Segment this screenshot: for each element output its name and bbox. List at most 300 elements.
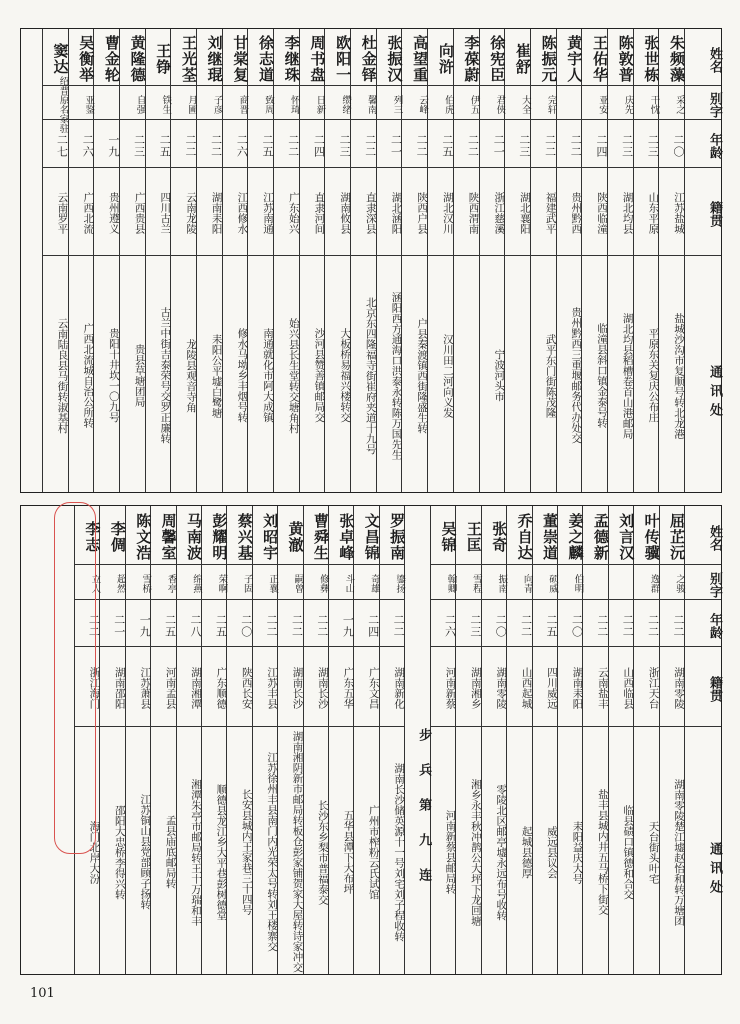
- person-alias: [583, 564, 607, 599]
- person-age: 二二: [363, 134, 377, 158]
- top-roster-table: [20, 28, 722, 493]
- header-alias: 别字: [707, 92, 722, 118]
- person-age: 二三: [338, 134, 352, 158]
- person-native-place: 直隶河间: [313, 192, 326, 234]
- person-name: 徐志道: [257, 35, 275, 83]
- person-native-place: 湖南长沙: [291, 667, 304, 709]
- person-alias: 庆先: [622, 94, 634, 114]
- person-native-place: 湖南零陵: [495, 667, 508, 709]
- person-address: 江苏铜山县党部顾子扬转: [139, 794, 152, 910]
- person-native-place: 湖南邵阳: [113, 667, 126, 709]
- person-native-place: 江苏盐城: [673, 192, 685, 234]
- person-native-place: 湖北襄阳: [518, 192, 531, 234]
- person-native-place: 云南罗平: [56, 192, 69, 234]
- person-address: 广西北流城自治公所转: [82, 323, 95, 428]
- person-age: 二〇: [239, 613, 253, 638]
- person-address: 修水马坳乡丰烟号转: [236, 328, 249, 423]
- person-age: 二二: [595, 613, 609, 638]
- person-alias: 绍普原名家驻: [57, 75, 69, 133]
- person-name: 李倜: [108, 521, 127, 553]
- person-native-place: 江苏南通: [262, 192, 274, 234]
- person-alias: 雪桥: [140, 574, 152, 593]
- person-record: [99, 506, 127, 974]
- person-native-place: 湖南新化: [393, 667, 406, 709]
- person-age: 二二: [569, 134, 583, 158]
- person-native-place: 贵州遵义: [107, 192, 120, 234]
- person-name: 陈振元: [539, 35, 558, 83]
- person-native-place: 江苏萧县: [139, 667, 152, 709]
- person-alias: 云峰: [417, 94, 429, 114]
- person-name: 刘昭宇: [261, 513, 280, 561]
- person-name: 张卓峰: [337, 513, 356, 561]
- person-alias: 完轩: [545, 94, 557, 114]
- person-alias: 嗣曾: [292, 574, 304, 593]
- person-native-place: 浙江天台: [647, 667, 660, 709]
- person-alias: 正襄: [267, 574, 279, 593]
- person-alias: 子固: [241, 574, 253, 593]
- person-name: 屈芷沅: [668, 513, 686, 561]
- bottom-roster-table: [20, 505, 722, 975]
- person-address: 河南新蔡县邮局转: [444, 810, 457, 894]
- person-name: 陈敦普: [616, 35, 635, 83]
- person-record: [607, 29, 633, 492]
- person-alias: 翰卿: [445, 574, 457, 593]
- person-alias: 缵绪: [340, 94, 352, 114]
- person-name: 李继珠: [282, 35, 301, 83]
- person-address: 武平东门街陈茂隆: [544, 333, 557, 418]
- person-record: [299, 29, 325, 492]
- person-alias: 伯虎: [442, 94, 454, 114]
- person-address: 北京东四隆福寺街崔府夹道十九号: [364, 296, 377, 455]
- person-record: [455, 506, 483, 974]
- person-age: 二五: [214, 613, 228, 638]
- person-age: 二三: [646, 134, 660, 158]
- person-age: 二五: [440, 134, 454, 158]
- person-address: 海门北岸大汾: [88, 820, 101, 884]
- person-alias: 亚鉴: [83, 94, 95, 114]
- person-record: [150, 506, 178, 974]
- person-record: [226, 506, 254, 974]
- person-record: [119, 29, 145, 492]
- person-age: 二二: [87, 613, 101, 638]
- person-address: 湖南零陵楚江墟赵怡和转万塘团: [673, 778, 685, 926]
- person-name: 杜金铎: [359, 35, 378, 83]
- person-record: [532, 506, 560, 974]
- person-address: 古兰中街吉泰荣号交罗正廉转: [159, 307, 172, 444]
- person-age: 二一: [492, 134, 506, 158]
- person-alias: 超然: [114, 574, 126, 593]
- person-age: 二二: [672, 613, 685, 638]
- person-alias: 日新: [314, 94, 326, 114]
- person-alias: 逸群: [648, 574, 660, 593]
- person-native-place: 广东文昌: [367, 667, 380, 709]
- person-alias: 月圃: [185, 94, 197, 114]
- person-record: [376, 29, 402, 492]
- person-name: 黄宇人: [565, 35, 584, 83]
- person-age: 二二: [265, 613, 279, 638]
- person-name: 周书盘: [308, 35, 327, 83]
- person-record: [608, 506, 636, 974]
- person-address: 涵阳西方通海口洪泰永转陈万国先生: [390, 291, 403, 460]
- person-alias: 立人: [89, 574, 101, 593]
- person-age: 二四: [312, 134, 326, 158]
- person-name: 陈文浩: [134, 513, 153, 561]
- person-age: 一九: [106, 134, 120, 158]
- person-address: 广州市榨粉云氏试馆: [367, 804, 380, 900]
- person-name: 窦达: [51, 43, 70, 75]
- person-name: 吴衡举: [77, 35, 96, 83]
- person-alias: 自强: [134, 94, 146, 114]
- person-record: [379, 506, 407, 974]
- person-age: 二二: [519, 613, 533, 638]
- person-age: 二二: [183, 134, 197, 158]
- person-alias: 君侠: [494, 94, 506, 114]
- person-age: 二五: [261, 134, 274, 158]
- person-age: 二二: [286, 134, 300, 158]
- person-record: [74, 506, 102, 974]
- person-age: 二三: [468, 613, 482, 638]
- person-name: 欧阳一: [334, 35, 353, 83]
- header-age: 年龄: [707, 612, 722, 639]
- header-name: 姓名: [707, 525, 722, 551]
- person-name: 张振汉: [385, 35, 404, 83]
- person-native-place: 山西临县: [622, 667, 635, 709]
- person-alias: 商晋: [237, 94, 249, 114]
- person-native-place: 陕西临潼: [595, 192, 608, 234]
- person-record: [427, 29, 453, 492]
- person-alias: 奇雄: [368, 574, 380, 593]
- person-alias: 亚安: [596, 94, 608, 114]
- person-record: [582, 506, 610, 974]
- person-address: 湘乡永丰秋冲鹊公大坪下龙回塘: [469, 778, 482, 926]
- person-alias: 斗山: [343, 574, 355, 593]
- person-alias: 之骏: [674, 574, 685, 593]
- person-record: [222, 29, 248, 492]
- person-alias: 伊五: [468, 94, 480, 114]
- person-name: 曹舜生: [311, 513, 330, 561]
- header-address: 通讯处: [707, 365, 722, 422]
- person-record: [42, 29, 68, 492]
- person-record: [328, 506, 356, 974]
- person-name: 彭耀明: [210, 513, 229, 561]
- person-record: [145, 29, 171, 492]
- header-age: 年龄: [707, 133, 722, 159]
- person-alias: 致周: [263, 94, 274, 114]
- person-native-place: 陕西户县: [416, 192, 429, 234]
- person-name: 蔡兴基: [235, 513, 254, 561]
- person-age: 二六: [81, 134, 95, 158]
- person-address: 贵县草塘团局: [133, 344, 146, 407]
- person-native-place: 四川古兰: [159, 192, 172, 234]
- person-address: 零陵北区邮亭墟永远布号收转: [495, 783, 508, 921]
- person-record: [196, 29, 222, 492]
- person-age: 二八: [188, 613, 202, 638]
- person-address: 龙陵县观音寺角: [184, 338, 197, 413]
- person-name: 乔自达: [515, 513, 534, 561]
- person-native-place: 广西北流: [82, 192, 95, 234]
- person-name: 文昌锦: [362, 513, 381, 561]
- person-name: 刘继琨: [205, 35, 224, 83]
- person-native-place: 河南新蔡: [444, 667, 457, 709]
- person-age: 一九: [138, 613, 152, 638]
- person-alias: 荣啊: [216, 574, 228, 593]
- person-age: 二二: [646, 613, 660, 638]
- person-address: 耒阳益庆大号: [571, 820, 584, 884]
- person-address: 天台街头叶宅: [647, 820, 660, 884]
- person-address: 汉川田二河向义发: [441, 333, 454, 418]
- person-record: [324, 29, 353, 492]
- person-alias: 干忱: [648, 94, 660, 114]
- person-record: [530, 29, 556, 492]
- person-age: 二二: [315, 613, 329, 638]
- person-alias: 子彦: [211, 94, 223, 114]
- person-alias: 怀琦: [288, 94, 300, 114]
- person-record: [506, 506, 534, 974]
- person-address: 长沙东乡梨市普福泰交: [316, 799, 329, 905]
- page-number: 101: [30, 986, 55, 1001]
- person-name: 叶传骥: [642, 513, 661, 561]
- person-age: 二〇: [494, 613, 508, 638]
- person-native-place: 广东始兴: [287, 192, 300, 234]
- person-age: 二二: [466, 134, 480, 158]
- person-native-place: 云南龙陵: [184, 192, 197, 234]
- person-age: 二六: [443, 613, 457, 638]
- person-name: 李志: [83, 521, 102, 553]
- person-address: 贵州黔西三重堰邮务代办处交: [570, 307, 583, 444]
- person-record: [504, 29, 530, 492]
- person-native-place: 广西贵县: [133, 192, 146, 234]
- person-address: 湖南长沙储英源十一号刘宅刘子程收转: [393, 762, 406, 942]
- person-name: 王铮: [154, 43, 173, 75]
- person-age: 二二: [290, 613, 304, 638]
- person-native-place: 陕西渭南: [467, 192, 480, 234]
- person-alias: 绵燕: [190, 574, 202, 593]
- person-name: 吴锦: [439, 521, 458, 553]
- person-native-place: 贵州黔西: [570, 192, 583, 234]
- person-record: [633, 29, 659, 492]
- person-record: [430, 506, 458, 974]
- person-age: 二四: [366, 613, 380, 638]
- person-record: [401, 29, 430, 492]
- person-name: 朱频藻: [668, 35, 686, 83]
- person-age: 二二: [621, 613, 635, 638]
- person-address: 贵阳十井坎一〇九号: [107, 328, 120, 423]
- person-record: [659, 506, 684, 974]
- person-native-place: 山西起城: [520, 667, 533, 709]
- person-address: 临县碛口镇德和合交: [622, 804, 635, 900]
- person-native-place: 浙江慈溪: [493, 192, 506, 234]
- person-native-place: 湖南湘乡: [469, 667, 482, 709]
- person-age: 二三: [620, 134, 634, 158]
- person-record: [658, 29, 684, 492]
- person-alias: [94, 85, 119, 119]
- person-name: 张世栋: [642, 35, 661, 83]
- person-age: 二五: [163, 613, 177, 638]
- person-age: 二一: [112, 613, 126, 638]
- person-address: 户县秦渡镇西街隆盛生转: [416, 317, 429, 434]
- person-name: 罗振南: [388, 513, 407, 561]
- person-record: [303, 506, 328, 974]
- person-native-place: 湖南耒阳: [571, 667, 584, 709]
- person-address: 威远县议会: [546, 825, 559, 879]
- person-alias: 伯明: [572, 574, 584, 593]
- person-record: [353, 506, 381, 974]
- person-age: 二〇: [672, 134, 685, 158]
- person-name: 向浒: [436, 43, 455, 75]
- person-record: [201, 506, 229, 974]
- person-record: [481, 506, 509, 974]
- person-age: 二二: [543, 134, 557, 158]
- person-record: [170, 29, 196, 492]
- person-record: [633, 506, 661, 974]
- person-alias: 采之: [674, 94, 685, 114]
- person-alias: [609, 564, 633, 599]
- person-native-place: 福建武平: [544, 192, 557, 234]
- person-age: 二〇: [570, 613, 584, 638]
- person-record: [247, 29, 273, 492]
- header-native: 籍贯: [707, 201, 722, 227]
- header-alias: 别字: [707, 571, 722, 598]
- person-record: [479, 29, 505, 492]
- person-name: 崔舒: [513, 43, 532, 75]
- person-native-place: 河南孟县: [164, 667, 177, 709]
- person-age: 二二: [392, 613, 406, 638]
- person-native-place: 山东平原: [647, 192, 660, 234]
- person-name: 周馨室: [159, 513, 178, 561]
- person-age: 二一: [389, 134, 403, 158]
- person-native-place: 湖南湘潭: [189, 667, 202, 709]
- person-record: [350, 29, 376, 492]
- person-record: [557, 506, 585, 974]
- person-address: 平原东关复庆公布庄: [647, 328, 660, 423]
- header-column: [684, 506, 721, 974]
- person-address: [454, 255, 479, 492]
- person-alias: 振南: [496, 574, 508, 593]
- person-record: [68, 29, 94, 492]
- person-address: 大板桥易福兴楼转交: [339, 328, 352, 423]
- person-age: 二五: [158, 134, 172, 158]
- header-native: 籍贯: [707, 676, 722, 702]
- person-address: 孟县庙底邮局转: [164, 815, 177, 889]
- person-address: 起城县德厚: [520, 825, 533, 879]
- person-alias: 馨南: [365, 94, 377, 114]
- person-address: 湖南湘阴新市邮局转板仓彭家铺贺家大屋转诗家冲交: [291, 731, 304, 973]
- person-name: 张奇: [490, 521, 509, 553]
- person-address: 湘潭朱亭市邮局转王十万瑞和丰: [189, 778, 202, 926]
- person-address: [505, 255, 530, 492]
- person-native-place: 四川威远: [546, 667, 559, 709]
- person-name: 曹金轮: [102, 35, 121, 83]
- person-address: 长安县城内王家巷三十四号: [240, 789, 253, 915]
- person-native-place: 广东五华: [342, 667, 355, 709]
- person-native-place: 直隶深县: [364, 192, 377, 234]
- person-native-place: 广东顺德: [215, 667, 228, 709]
- person-address: 江苏徐州丰县南门内光荣太号转刘王楼寨交: [266, 752, 279, 952]
- person-alias: 列三: [391, 94, 403, 114]
- person-record: [453, 29, 479, 492]
- person-address: 始兴县长生堂转交塘角村: [287, 317, 300, 434]
- person-name: 黄澈: [286, 521, 305, 553]
- person-address: 云南陆良县马街转淑基村: [56, 317, 69, 434]
- person-native-place: 浙江海门: [88, 667, 101, 709]
- person-name: 黄隆德: [128, 35, 147, 83]
- person-native-place: 江西修水: [236, 192, 249, 234]
- person-address: 宁波河头市: [493, 349, 506, 402]
- person-alias: 修彝: [317, 574, 329, 593]
- person-address: 临潼县斜口镇金泰号转: [595, 323, 608, 428]
- person-address: 湖北均县稻槽卷首山港邮局: [621, 312, 634, 439]
- person-name: 刘言汉: [617, 513, 636, 561]
- person-name: 李葆蔚: [462, 35, 481, 83]
- person-address: 顺德县龙江乡大平巷彭树德堂: [215, 783, 228, 921]
- person-address: 邵阳大忠桥李得兴转: [113, 804, 126, 900]
- person-record: [273, 29, 299, 492]
- person-name: 孟德新: [591, 513, 610, 561]
- person-name: 马南波: [184, 513, 203, 561]
- person-address: 沙河县赞善镇邮局交: [313, 328, 326, 423]
- person-age: 一九: [341, 613, 355, 638]
- person-address: 耒阳公平墟白鹭塘: [210, 333, 223, 418]
- person-alias: 硕威: [547, 574, 559, 593]
- person-native-place: 湖北均县: [621, 192, 634, 234]
- person-record: [581, 29, 607, 492]
- person-native-place: 湖南零陵: [673, 667, 685, 709]
- person-name: 徐宪臣: [488, 35, 507, 83]
- person-age: 二二: [415, 134, 429, 158]
- person-address: 盐城沙沟市复顺号转北龙港: [673, 312, 685, 439]
- person-age: 二七: [55, 134, 69, 158]
- person-name: 王光荃: [179, 35, 198, 83]
- person-native-place: 陕西长安: [240, 667, 253, 709]
- person-alias: 香亭: [165, 574, 177, 593]
- unit-label-column: [404, 506, 430, 974]
- person-record: [277, 506, 305, 974]
- person-native-place: 湖南长沙: [316, 667, 329, 709]
- person-address: 五华县潭下大布坪: [342, 810, 355, 894]
- unit-label: 步兵第九连: [416, 727, 432, 903]
- person-record: [252, 506, 280, 974]
- person-record: [556, 29, 582, 492]
- person-native-place: 江苏丰县: [266, 667, 279, 709]
- person-native-place: 湖南耒阳: [210, 192, 223, 234]
- person-address: 南通就化市阿大成镇: [262, 328, 274, 423]
- person-record: [176, 506, 201, 974]
- person-age: 二二: [209, 134, 223, 158]
- header-name: 姓名: [707, 47, 722, 73]
- person-address: 盐丰县城内井五马桥下街交: [596, 789, 609, 915]
- person-record: [125, 506, 153, 974]
- header-column: [684, 29, 721, 492]
- person-age: 二三: [517, 134, 531, 158]
- person-native-place: 湖北汉川: [441, 192, 454, 234]
- person-alias: 雪程: [470, 574, 482, 593]
- person-native-place: 云南盐丰: [596, 667, 609, 709]
- person-native-place: 湖北涵阳: [390, 192, 403, 234]
- person-age: 二四: [594, 134, 608, 158]
- person-name: 甘棠复: [231, 35, 250, 83]
- person-age: 二六: [235, 134, 249, 158]
- person-age: 二三: [132, 134, 146, 158]
- person-alias: 铁生: [160, 94, 172, 114]
- person-name: 董崇道: [541, 513, 560, 561]
- header-address: 通讯处: [707, 841, 722, 899]
- person-name: 高望重: [411, 35, 430, 83]
- person-alias: 向青: [521, 574, 533, 593]
- person-name: 姜之麟: [566, 513, 585, 561]
- person-alias: 大全: [519, 94, 531, 114]
- person-record: [93, 29, 119, 492]
- person-age: 二五: [545, 613, 559, 638]
